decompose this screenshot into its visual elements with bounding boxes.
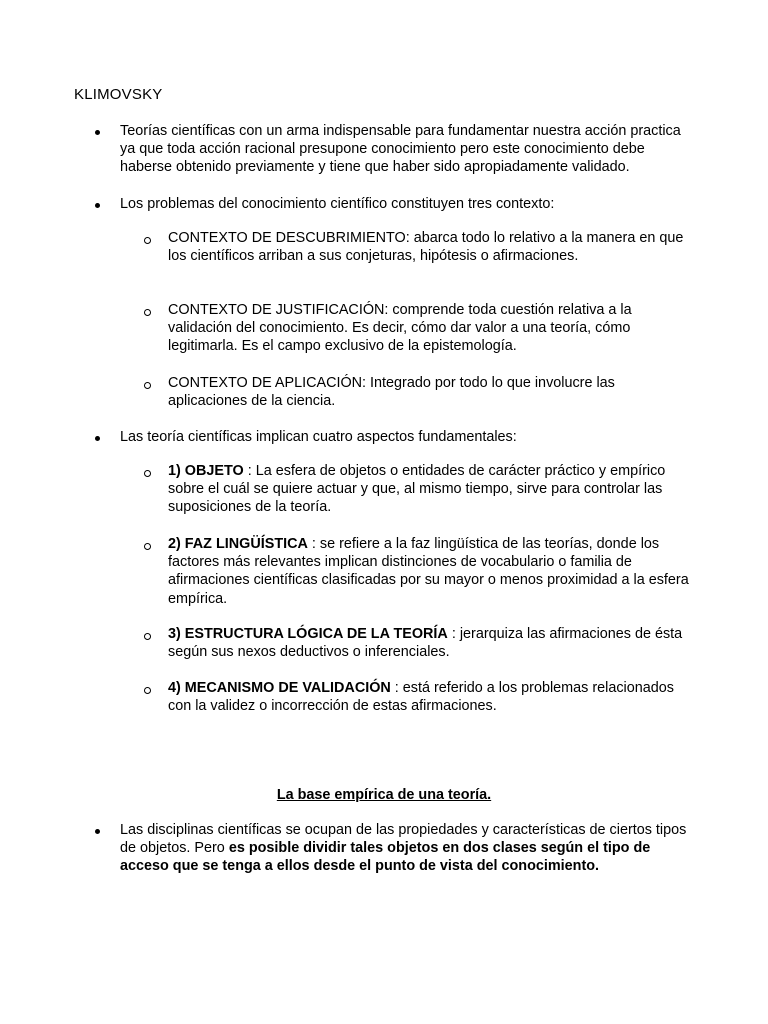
bullet-bold-text: es posible dividir tales objetos en dos clases según el tipo de acceso que se tenga a ellos desde el punto de vista del conocimiento. — [120, 840, 651, 875]
aspect-text: : jerarquiza las afirmaciones de ésta según sus nexos deductivos o inferenciales. — [168, 626, 683, 661]
bullet-text: Los problemas del conocimiento científico constituyen tres contexto: — [120, 196, 555, 212]
bullet-item — [120, 821, 692, 876]
sub-bullet-circle — [144, 237, 151, 244]
aspect-text: : está referido a los problemas relacionados con la validez o incorrección de estas afirmaciones. — [168, 680, 674, 715]
document-title: KLIMOVSKY — [74, 86, 163, 103]
bullet-text: Las disciplinas científicas se ocupan de las propiedades y características de ciertos tipos de objetos. Pero — [120, 822, 687, 857]
bullet-item — [120, 428, 692, 446]
aspect-text: : se refiere a la faz lingüística de las teorías, donde los factores más relevantes implican distinciones de vocabulario o familia de afirmaciones científicas clasificadas por su mayor o menos proximidad a la esfera empírica. — [168, 536, 689, 607]
aspect-item — [168, 462, 696, 517]
context-item — [168, 301, 696, 356]
aspect-label: 2) FAZ LINGÜÍSTICA — [168, 536, 308, 552]
section-heading: La base empírica de una teoría. — [276, 787, 492, 803]
context-text: CONTEXTO DE JUSTIFICACIÓN: comprende toda cuestión relativa a la validación del conocimiento. Es decir, cómo dar valor a una teoría, cómo legitimarla. Es el campo exclusivo de la epistemología. — [168, 302, 632, 355]
sub-bullet-circle — [144, 687, 151, 694]
context-text: CONTEXTO DE DESCUBRIMIENTO: abarca todo lo relativo a la manera en que los científicos arriban a sus conjeturas, hipótesis o afirmaciones. — [168, 230, 684, 265]
bullet-dot — [95, 203, 100, 208]
bullet-dot — [95, 829, 100, 834]
sub-bullet-circle — [144, 633, 151, 640]
sub-bullet-circle — [144, 470, 151, 477]
bullet-text: Teorías científicas con un arma indispensable para fundamentar nuestra acción practica ya que toda acción racional presupone conocimiento pero este conocimiento debe haberse obtenido previamente y tiene que haber sido apropiadamente validado. — [120, 123, 681, 176]
bullet-dot — [95, 436, 100, 441]
aspect-text: : La esfera de objetos o entidades de carácter práctico y empírico sobre el cuál se quiere actuar y que, al mismo tiempo, sirve para controlar las suposiciones de la teoría. — [168, 463, 666, 516]
sub-bullet-circle — [144, 309, 151, 316]
context-item — [168, 374, 696, 410]
aspect-item — [168, 535, 696, 608]
context-text: CONTEXTO DE APLICACIÓN: Integrado por todo lo que involucre las aplicaciones de la ciencia. — [168, 375, 615, 410]
bullet-item — [120, 122, 692, 177]
sub-bullet-circle — [144, 543, 151, 550]
bullet-item — [120, 195, 692, 213]
sub-bullet-circle — [144, 382, 151, 389]
bullet-dot — [95, 130, 100, 135]
bullet-text: Las teoría científicas implican cuatro aspectos fundamentales: — [120, 429, 517, 445]
aspect-label: 3) ESTRUCTURA LÓGICA DE LA TEORÍA — [168, 626, 448, 642]
aspect-item — [168, 625, 696, 661]
aspect-label: 1) OBJETO — [168, 463, 244, 479]
aspect-item — [168, 679, 696, 715]
context-item — [168, 229, 696, 265]
aspect-label: 4) MECANISMO DE VALIDACIÓN — [168, 680, 391, 696]
